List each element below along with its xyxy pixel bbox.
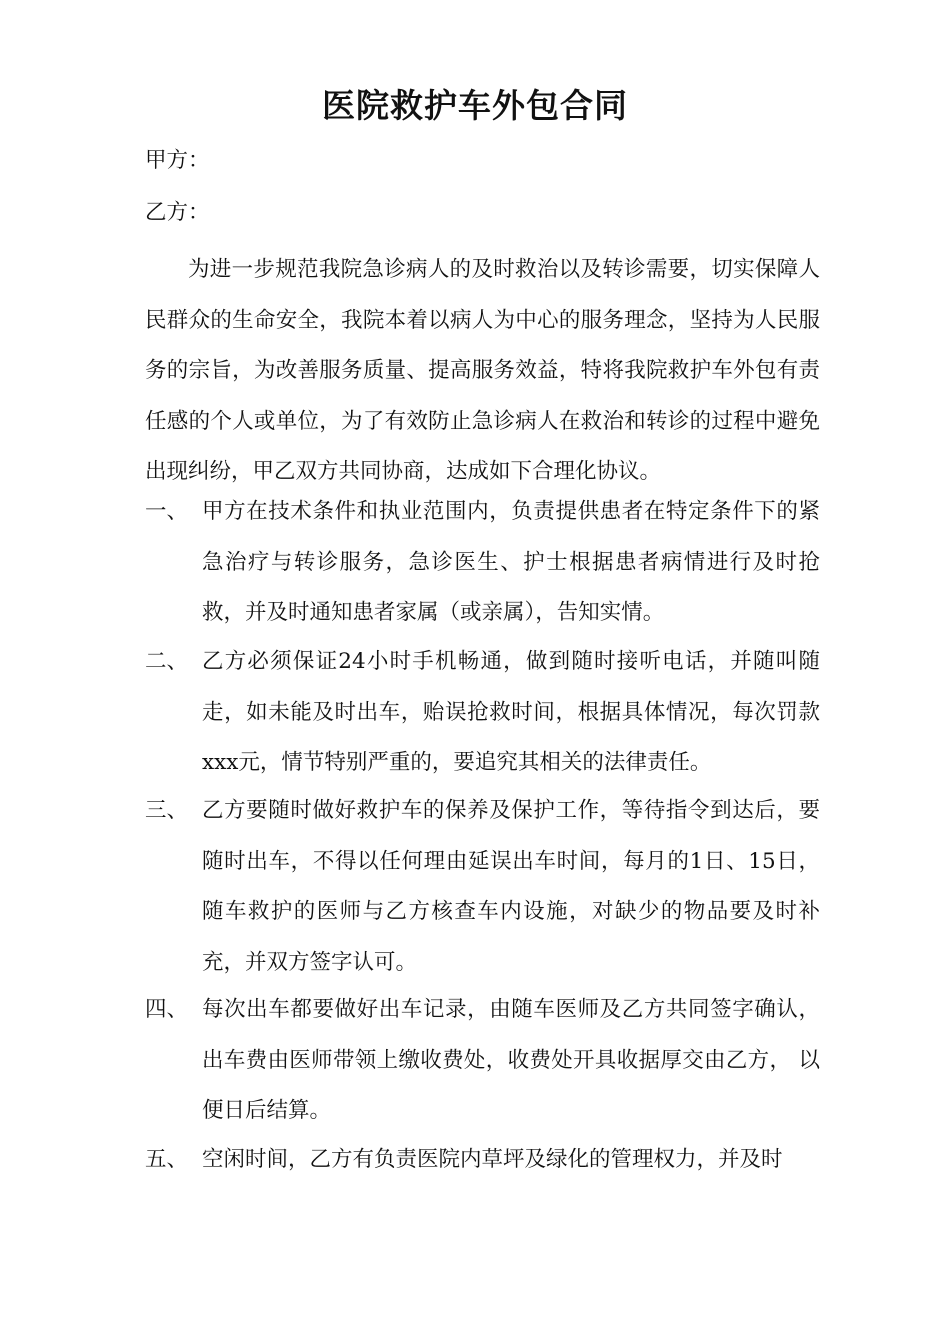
party-b-label: 乙方： [145,200,210,225]
clause-1 [145,487,820,639]
clause-text: 每次出车都要做好出车记录，由随车医师及乙方共同签字确认， 出车费由医师带领上缴收费处，收费处开具收据厚交由乙方， 以便日后结算。 [202,997,820,1123]
clause-number: 三、 [145,798,189,823]
clause-number: 二、 [145,649,189,674]
intro-paragraph: 为进一步规范我院急诊病人的及时救治以及转诊需要，切实保障人民群众的生命安全，我院本着以病人为中心的服务理念，坚持为人民服务的宗旨，为改善服务质量、提高服务效益，特将我院救护车外包有责任感的个人或单位，为了有效防止急诊病人在救治和转诊的过程中避免出现纠纷，甲乙双方共同协商，达成如下合理化协议。 [145,257,820,484]
clause-3 [145,786,820,988]
clause-5 [145,1135,820,1186]
clause-number: 一、 [145,499,189,524]
clause-text: 乙方要随时做好救护车的保养及保护工作，等待指令到达后，要随时出车，不得以任何理由延误出车时间，每月的1日、15日，随车救护的医师与乙方核查车内设施，对缺少的物品要及时补充，并双方签字认可。 [202,798,820,975]
clause-text: 乙方必须保证24小时手机畅通，做到随时接听电话，并随叫随走，如未能及时出车，贻误抢救时间，根据具体情况，每次罚款xxx元，情节特别严重的，要追究其相关的法律责任。 [202,649,820,775]
clause-number: 五、 [145,1147,189,1172]
party-a-label: 甲方： [145,148,210,173]
clause-number: 四、 [145,997,189,1022]
clause-text: 空闲时间，乙方有负责医院内草坪及绿化的管理权力，并及时 [202,1147,783,1172]
document-title: 医院救护车外包合同 [322,86,628,125]
clause-2 [145,637,820,789]
clause-4 [145,985,820,1137]
clause-text: 甲方在技术条件和执业范围内，负责提供患者在特定条件下的紧急治疗与转诊服务，急诊医生、护士根据患者病情进行及时抢救，并及时通知患者家属（或亲属），告知实情。 [202,499,820,625]
